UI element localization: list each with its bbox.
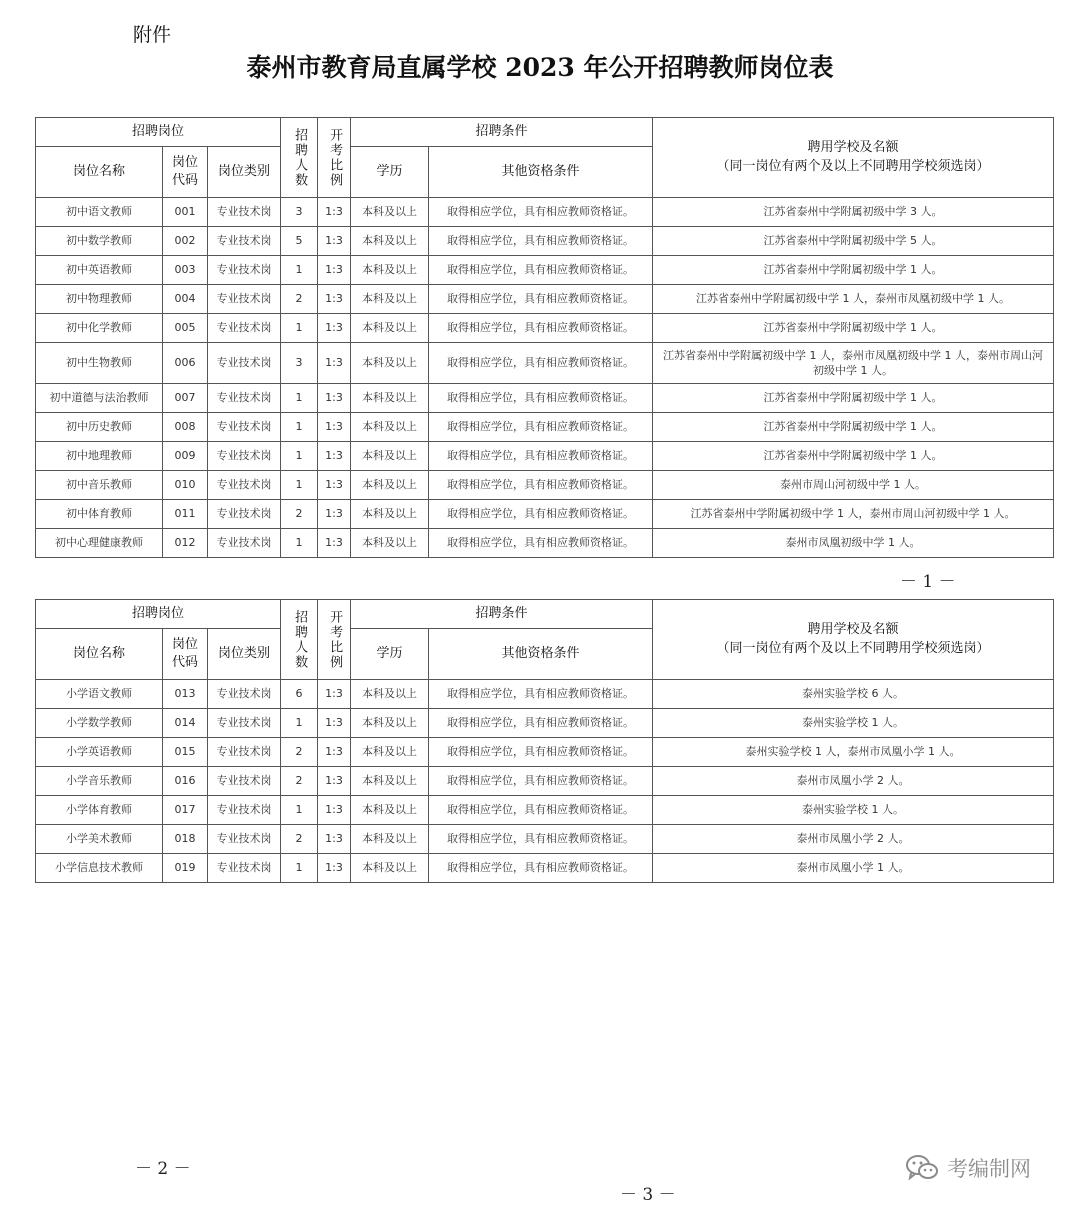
education: 本科及以上 bbox=[351, 384, 429, 413]
table-row bbox=[36, 500, 1054, 529]
post-type: 专业技术岗 bbox=[208, 198, 281, 227]
page-number-1: － 1 － bbox=[900, 572, 956, 592]
recruit-count: 5 bbox=[281, 227, 318, 256]
education: 本科及以上 bbox=[351, 343, 429, 384]
school-quota: 泰州市凤凰小学 2 人。 bbox=[653, 767, 1054, 796]
wechat-icon bbox=[905, 1154, 939, 1182]
header-recruit-post: 招聘岗位 bbox=[36, 600, 281, 629]
post-type: 专业技术岗 bbox=[208, 529, 281, 558]
header-school bbox=[653, 118, 1054, 198]
exam-ratio: 1:3 bbox=[318, 314, 351, 343]
school-quota: 江苏省泰州中学附属初级中学 1 人，泰州市凤凰初级中学 1 人，泰州市周山河初级中学 1 人。 bbox=[653, 343, 1054, 384]
exam-ratio: 1:3 bbox=[318, 738, 351, 767]
school-quota: 泰州市凤凰小学 2 人。 bbox=[653, 825, 1054, 854]
recruit-count: 1 bbox=[281, 413, 318, 442]
post-code: 013 bbox=[163, 680, 208, 709]
education: 本科及以上 bbox=[351, 529, 429, 558]
post-name: 初中物理教师 bbox=[36, 285, 163, 314]
exam-ratio: 1:3 bbox=[318, 198, 351, 227]
post-type: 专业技术岗 bbox=[208, 413, 281, 442]
recruit-count: 2 bbox=[281, 767, 318, 796]
header-count: 招聘人数 bbox=[281, 600, 318, 680]
header-post-code: 岗位代码 bbox=[163, 629, 208, 680]
post-name: 初中道德与法治教师 bbox=[36, 384, 163, 413]
post-name: 初中化学教师 bbox=[36, 314, 163, 343]
recruit-count: 1 bbox=[281, 256, 318, 285]
other-requirements: 取得相应学位，具有相应教师资格证。 bbox=[429, 227, 653, 256]
post-name: 小学语文教师 bbox=[36, 680, 163, 709]
school-quota: 江苏省泰州中学附属初级中学 1 人，泰州市周山河初级中学 1 人。 bbox=[653, 500, 1054, 529]
post-name: 小学数学教师 bbox=[36, 709, 163, 738]
header-count: 招聘人数 bbox=[281, 118, 318, 198]
school-quota: 泰州实验学校 1 人。 bbox=[653, 709, 1054, 738]
table-row bbox=[36, 384, 1054, 413]
table-row bbox=[36, 529, 1054, 558]
recruit-count: 3 bbox=[281, 198, 318, 227]
post-name: 初中体育教师 bbox=[36, 500, 163, 529]
education: 本科及以上 bbox=[351, 314, 429, 343]
education: 本科及以上 bbox=[351, 709, 429, 738]
school-quota: 江苏省泰州中学附属初级中学 1 人。 bbox=[653, 256, 1054, 285]
post-code: 010 bbox=[163, 471, 208, 500]
post-code: 001 bbox=[163, 198, 208, 227]
page-number-3: － 3 － bbox=[620, 1185, 676, 1205]
recruit-count: 6 bbox=[281, 680, 318, 709]
education: 本科及以上 bbox=[351, 256, 429, 285]
header-ratio: 开考比例 bbox=[318, 600, 351, 680]
header-post-name: 岗位名称 bbox=[36, 629, 163, 680]
post-name: 初中生物教师 bbox=[36, 343, 163, 384]
header-other-requirements: 其他资格条件 bbox=[429, 629, 653, 680]
recruit-count: 1 bbox=[281, 384, 318, 413]
education: 本科及以上 bbox=[351, 442, 429, 471]
exam-ratio: 1:3 bbox=[318, 767, 351, 796]
post-type: 专业技术岗 bbox=[208, 343, 281, 384]
positions-table-2 bbox=[35, 599, 1054, 883]
post-type: 专业技术岗 bbox=[208, 285, 281, 314]
post-type: 专业技术岗 bbox=[208, 796, 281, 825]
header-post-type: 岗位类别 bbox=[208, 147, 281, 198]
education: 本科及以上 bbox=[351, 227, 429, 256]
other-requirements: 取得相应学位，具有相应教师资格证。 bbox=[429, 442, 653, 471]
recruit-count: 1 bbox=[281, 471, 318, 500]
header-school-note: （同一岗位有两个及以上不同聘用学校须选岗） bbox=[716, 640, 990, 656]
education: 本科及以上 bbox=[351, 680, 429, 709]
post-name: 小学美术教师 bbox=[36, 825, 163, 854]
school-quota: 泰州实验学校 6 人。 bbox=[653, 680, 1054, 709]
post-type: 专业技术岗 bbox=[208, 384, 281, 413]
education: 本科及以上 bbox=[351, 825, 429, 854]
exam-ratio: 1:3 bbox=[318, 796, 351, 825]
exam-ratio: 1:3 bbox=[318, 680, 351, 709]
exam-ratio: 1:3 bbox=[318, 442, 351, 471]
table-row bbox=[36, 314, 1054, 343]
exam-ratio: 1:3 bbox=[318, 384, 351, 413]
post-code: 017 bbox=[163, 796, 208, 825]
post-name: 初中音乐教师 bbox=[36, 471, 163, 500]
other-requirements: 取得相应学位，具有相应教师资格证。 bbox=[429, 256, 653, 285]
other-requirements: 取得相应学位，具有相应教师资格证。 bbox=[429, 709, 653, 738]
post-name: 初中英语教师 bbox=[36, 256, 163, 285]
exam-ratio: 1:3 bbox=[318, 285, 351, 314]
header-recruit-post: 招聘岗位 bbox=[36, 118, 281, 147]
post-name: 初中历史教师 bbox=[36, 413, 163, 442]
post-type: 专业技术岗 bbox=[208, 314, 281, 343]
other-requirements: 取得相应学位，具有相应教师资格证。 bbox=[429, 343, 653, 384]
other-requirements: 取得相应学位，具有相应教师资格证。 bbox=[429, 854, 653, 883]
school-quota: 江苏省泰州中学附属初级中学 3 人。 bbox=[653, 198, 1054, 227]
post-code: 007 bbox=[163, 384, 208, 413]
header-education: 学历 bbox=[351, 147, 429, 198]
education: 本科及以上 bbox=[351, 198, 429, 227]
header-post-type: 岗位类别 bbox=[208, 629, 281, 680]
header-post-name: 岗位名称 bbox=[36, 147, 163, 198]
post-type: 专业技术岗 bbox=[208, 738, 281, 767]
education: 本科及以上 bbox=[351, 767, 429, 796]
post-name: 初中地理教师 bbox=[36, 442, 163, 471]
school-quota: 江苏省泰州中学附属初级中学 1 人。 bbox=[653, 442, 1054, 471]
other-requirements: 取得相应学位，具有相应教师资格证。 bbox=[429, 314, 653, 343]
table-row bbox=[36, 709, 1054, 738]
exam-ratio: 1:3 bbox=[318, 227, 351, 256]
post-name: 小学音乐教师 bbox=[36, 767, 163, 796]
post-code: 015 bbox=[163, 738, 208, 767]
post-type: 专业技术岗 bbox=[208, 227, 281, 256]
attachment-label: 附件 bbox=[133, 24, 172, 46]
post-type: 专业技术岗 bbox=[208, 709, 281, 738]
post-type: 专业技术岗 bbox=[208, 442, 281, 471]
recruit-count: 1 bbox=[281, 442, 318, 471]
recruit-count: 2 bbox=[281, 825, 318, 854]
header-school bbox=[653, 600, 1054, 680]
table-row bbox=[36, 256, 1054, 285]
post-name: 初中数学教师 bbox=[36, 227, 163, 256]
post-code: 012 bbox=[163, 529, 208, 558]
post-type: 专业技术岗 bbox=[208, 256, 281, 285]
post-name: 小学体育教师 bbox=[36, 796, 163, 825]
school-quota: 泰州市凤凰初级中学 1 人。 bbox=[653, 529, 1054, 558]
education: 本科及以上 bbox=[351, 471, 429, 500]
post-type: 专业技术岗 bbox=[208, 854, 281, 883]
post-code: 003 bbox=[163, 256, 208, 285]
post-type: 专业技术岗 bbox=[208, 825, 281, 854]
post-code: 016 bbox=[163, 767, 208, 796]
exam-ratio: 1:3 bbox=[318, 854, 351, 883]
header-school-note: （同一岗位有两个及以上不同聘用学校须选岗） bbox=[716, 158, 990, 174]
education: 本科及以上 bbox=[351, 854, 429, 883]
recruit-count: 1 bbox=[281, 796, 318, 825]
recruit-count: 2 bbox=[281, 500, 318, 529]
header-school-title: 聘用学校及名额 bbox=[807, 622, 899, 638]
post-type: 专业技术岗 bbox=[208, 767, 281, 796]
school-quota: 泰州市凤凰小学 1 人。 bbox=[653, 854, 1054, 883]
recruit-count: 1 bbox=[281, 854, 318, 883]
post-code: 009 bbox=[163, 442, 208, 471]
other-requirements: 取得相应学位，具有相应教师资格证。 bbox=[429, 500, 653, 529]
table-row bbox=[36, 854, 1054, 883]
post-name: 小学英语教师 bbox=[36, 738, 163, 767]
document-title: 泰州市教育局直属学校 2023 年公开招聘教师岗位表 bbox=[246, 53, 834, 82]
other-requirements: 取得相应学位，具有相应教师资格证。 bbox=[429, 825, 653, 854]
post-code: 014 bbox=[163, 709, 208, 738]
post-code: 002 bbox=[163, 227, 208, 256]
table-row bbox=[36, 227, 1054, 256]
other-requirements: 取得相应学位，具有相应教师资格证。 bbox=[429, 796, 653, 825]
post-code: 006 bbox=[163, 343, 208, 384]
header-post-code: 岗位代码 bbox=[163, 147, 208, 198]
recruit-count: 1 bbox=[281, 709, 318, 738]
header-education: 学历 bbox=[351, 629, 429, 680]
recruit-count: 3 bbox=[281, 343, 318, 384]
school-quota: 泰州市周山河初级中学 1 人。 bbox=[653, 471, 1054, 500]
table-row bbox=[36, 767, 1054, 796]
education: 本科及以上 bbox=[351, 796, 429, 825]
post-name: 初中心理健康教师 bbox=[36, 529, 163, 558]
header-ratio: 开考比例 bbox=[318, 118, 351, 198]
table-row bbox=[36, 285, 1054, 314]
exam-ratio: 1:3 bbox=[318, 413, 351, 442]
post-name: 小学信息技术教师 bbox=[36, 854, 163, 883]
other-requirements: 取得相应学位，具有相应教师资格证。 bbox=[429, 471, 653, 500]
table-row bbox=[36, 471, 1054, 500]
watermark bbox=[905, 1153, 1031, 1183]
post-code: 008 bbox=[163, 413, 208, 442]
post-type: 专业技术岗 bbox=[208, 471, 281, 500]
other-requirements: 取得相应学位，具有相应教师资格证。 bbox=[429, 680, 653, 709]
table-row bbox=[36, 680, 1054, 709]
header-school-title: 聘用学校及名额 bbox=[807, 140, 899, 156]
table-row bbox=[36, 343, 1054, 384]
recruit-count: 1 bbox=[281, 314, 318, 343]
post-type: 专业技术岗 bbox=[208, 500, 281, 529]
school-quota: 江苏省泰州中学附属初级中学 5 人。 bbox=[653, 227, 1054, 256]
other-requirements: 取得相应学位，具有相应教师资格证。 bbox=[429, 413, 653, 442]
post-code: 005 bbox=[163, 314, 208, 343]
exam-ratio: 1:3 bbox=[318, 343, 351, 384]
education: 本科及以上 bbox=[351, 285, 429, 314]
page-number-2: － 2 － bbox=[135, 1159, 191, 1179]
other-requirements: 取得相应学位，具有相应教师资格证。 bbox=[429, 285, 653, 314]
table-row bbox=[36, 413, 1054, 442]
other-requirements: 取得相应学位，具有相应教师资格证。 bbox=[429, 767, 653, 796]
exam-ratio: 1:3 bbox=[318, 500, 351, 529]
post-code: 019 bbox=[163, 854, 208, 883]
table-row bbox=[36, 825, 1054, 854]
school-quota: 江苏省泰州中学附属初级中学 1 人。 bbox=[653, 413, 1054, 442]
post-code: 011 bbox=[163, 500, 208, 529]
exam-ratio: 1:3 bbox=[318, 709, 351, 738]
education: 本科及以上 bbox=[351, 413, 429, 442]
exam-ratio: 1:3 bbox=[318, 256, 351, 285]
school-quota: 泰州实验学校 1 人。 bbox=[653, 796, 1054, 825]
education: 本科及以上 bbox=[351, 500, 429, 529]
other-requirements: 取得相应学位，具有相应教师资格证。 bbox=[429, 529, 653, 558]
school-quota: 江苏省泰州中学附属初级中学 1 人。 bbox=[653, 384, 1054, 413]
post-code: 018 bbox=[163, 825, 208, 854]
header-conditions: 招聘条件 bbox=[351, 600, 653, 629]
school-quota: 江苏省泰州中学附属初级中学 1 人，泰州市凤凰初级中学 1 人。 bbox=[653, 285, 1054, 314]
other-requirements: 取得相应学位，具有相应教师资格证。 bbox=[429, 738, 653, 767]
exam-ratio: 1:3 bbox=[318, 825, 351, 854]
table-row bbox=[36, 198, 1054, 227]
post-type: 专业技术岗 bbox=[208, 680, 281, 709]
table-row bbox=[36, 796, 1054, 825]
education: 本科及以上 bbox=[351, 738, 429, 767]
post-code: 004 bbox=[163, 285, 208, 314]
recruit-count: 1 bbox=[281, 529, 318, 558]
table-row bbox=[36, 738, 1054, 767]
positions-table-1 bbox=[35, 117, 1054, 558]
header-other-requirements: 其他资格条件 bbox=[429, 147, 653, 198]
header-conditions: 招聘条件 bbox=[351, 118, 653, 147]
post-name: 初中语文教师 bbox=[36, 198, 163, 227]
other-requirements: 取得相应学位，具有相应教师资格证。 bbox=[429, 198, 653, 227]
school-quota: 泰州实验学校 1 人，泰州市凤凰小学 1 人。 bbox=[653, 738, 1054, 767]
school-quota: 江苏省泰州中学附属初级中学 1 人。 bbox=[653, 314, 1054, 343]
recruit-count: 2 bbox=[281, 285, 318, 314]
exam-ratio: 1:3 bbox=[318, 529, 351, 558]
other-requirements: 取得相应学位，具有相应教师资格证。 bbox=[429, 384, 653, 413]
watermark-text: 考编制网 bbox=[947, 1157, 1031, 1181]
recruit-count: 2 bbox=[281, 738, 318, 767]
exam-ratio: 1:3 bbox=[318, 471, 351, 500]
table-row bbox=[36, 442, 1054, 471]
